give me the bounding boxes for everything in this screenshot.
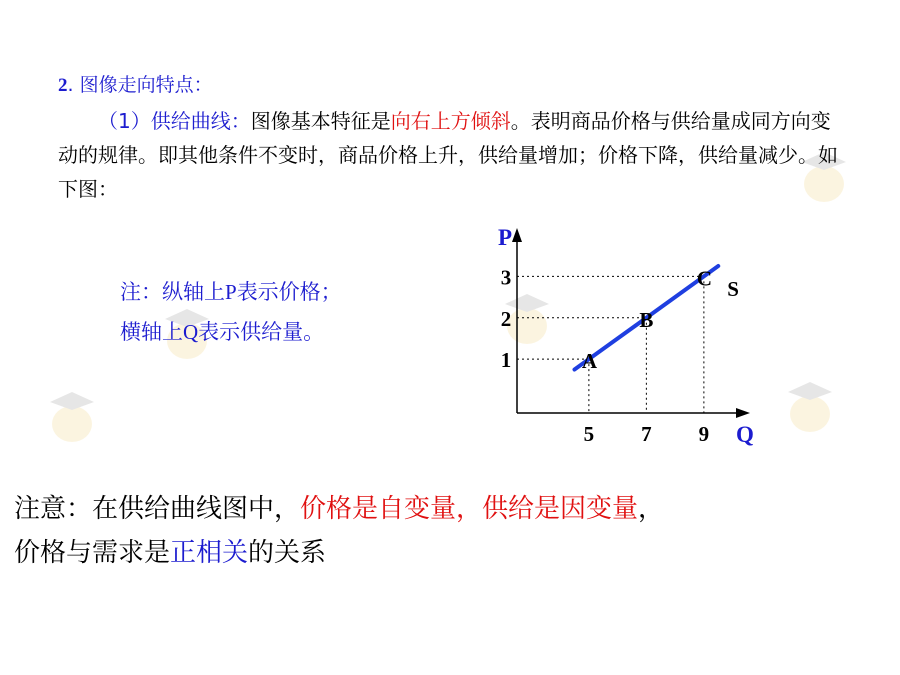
y-tick-label: 1 [500,348,512,373]
note-text: 表示供给量。 [198,320,325,344]
y-axis-label: P [498,225,513,250]
y-tick-label: 2 [500,306,512,331]
x-tick-label: 7 [641,422,652,446]
conclusion-text: 的关系 [248,538,327,568]
supply-curve-paragraph [58,104,848,206]
curve-label-s: S [727,277,739,302]
supply-curve-chart [490,220,780,450]
section-title: . 图像走向特点： [67,74,213,96]
note-letter-p: P [225,280,237,304]
y-axis-arrow [512,228,522,242]
supply-curve-label: （1）供给曲线： [98,109,251,133]
x-axis-arrow [736,408,750,418]
x-axis-label: Q [736,422,754,447]
axis-note-line-1 [120,272,342,312]
x-tick-label: 9 [698,422,710,446]
conclusion-text: 价格与需求是 [14,538,171,568]
graduate-mascot-icon [778,378,842,438]
paragraph-highlight: 向右上方倾斜 [390,109,511,133]
section-heading [58,70,213,97]
point-label-c: C [696,266,713,291]
paragraph-text-before: 图像基本特征是 [250,109,391,133]
conclusion-line-1 [14,487,894,531]
note-text: 横轴上 [120,320,183,344]
point-label-a: A [581,349,598,374]
paragraph-text-after: 。表明商品价格与供给量成同方向变动的规律。即其他条件不变时，商品价格上升，供给量增加；价格下降，供给量减少。如下图： [58,109,838,201]
conclusion-line-2 [14,531,894,575]
point-label-b: B [639,307,654,332]
conclusion-text: ， [638,494,665,524]
conclusion-highlight-blue: 正相关 [170,538,249,568]
note-letter-q: Q [183,320,199,344]
conclusion-highlight-red: 价格是自变量，供给是因变量 [300,494,639,524]
section-number: 2 [58,75,68,96]
conclusion-text: 注意：在供给曲线图中， [14,494,301,524]
axis-note [120,272,342,352]
note-text: 注：纵轴上 [120,280,225,304]
axis-note-line-2 [120,312,342,352]
x-tick-label: 5 [583,422,595,446]
conclusion-note [14,487,894,575]
y-tick-label: 3 [500,265,512,290]
graduate-mascot-icon [40,388,104,448]
note-text: 表示价格； [236,280,342,304]
